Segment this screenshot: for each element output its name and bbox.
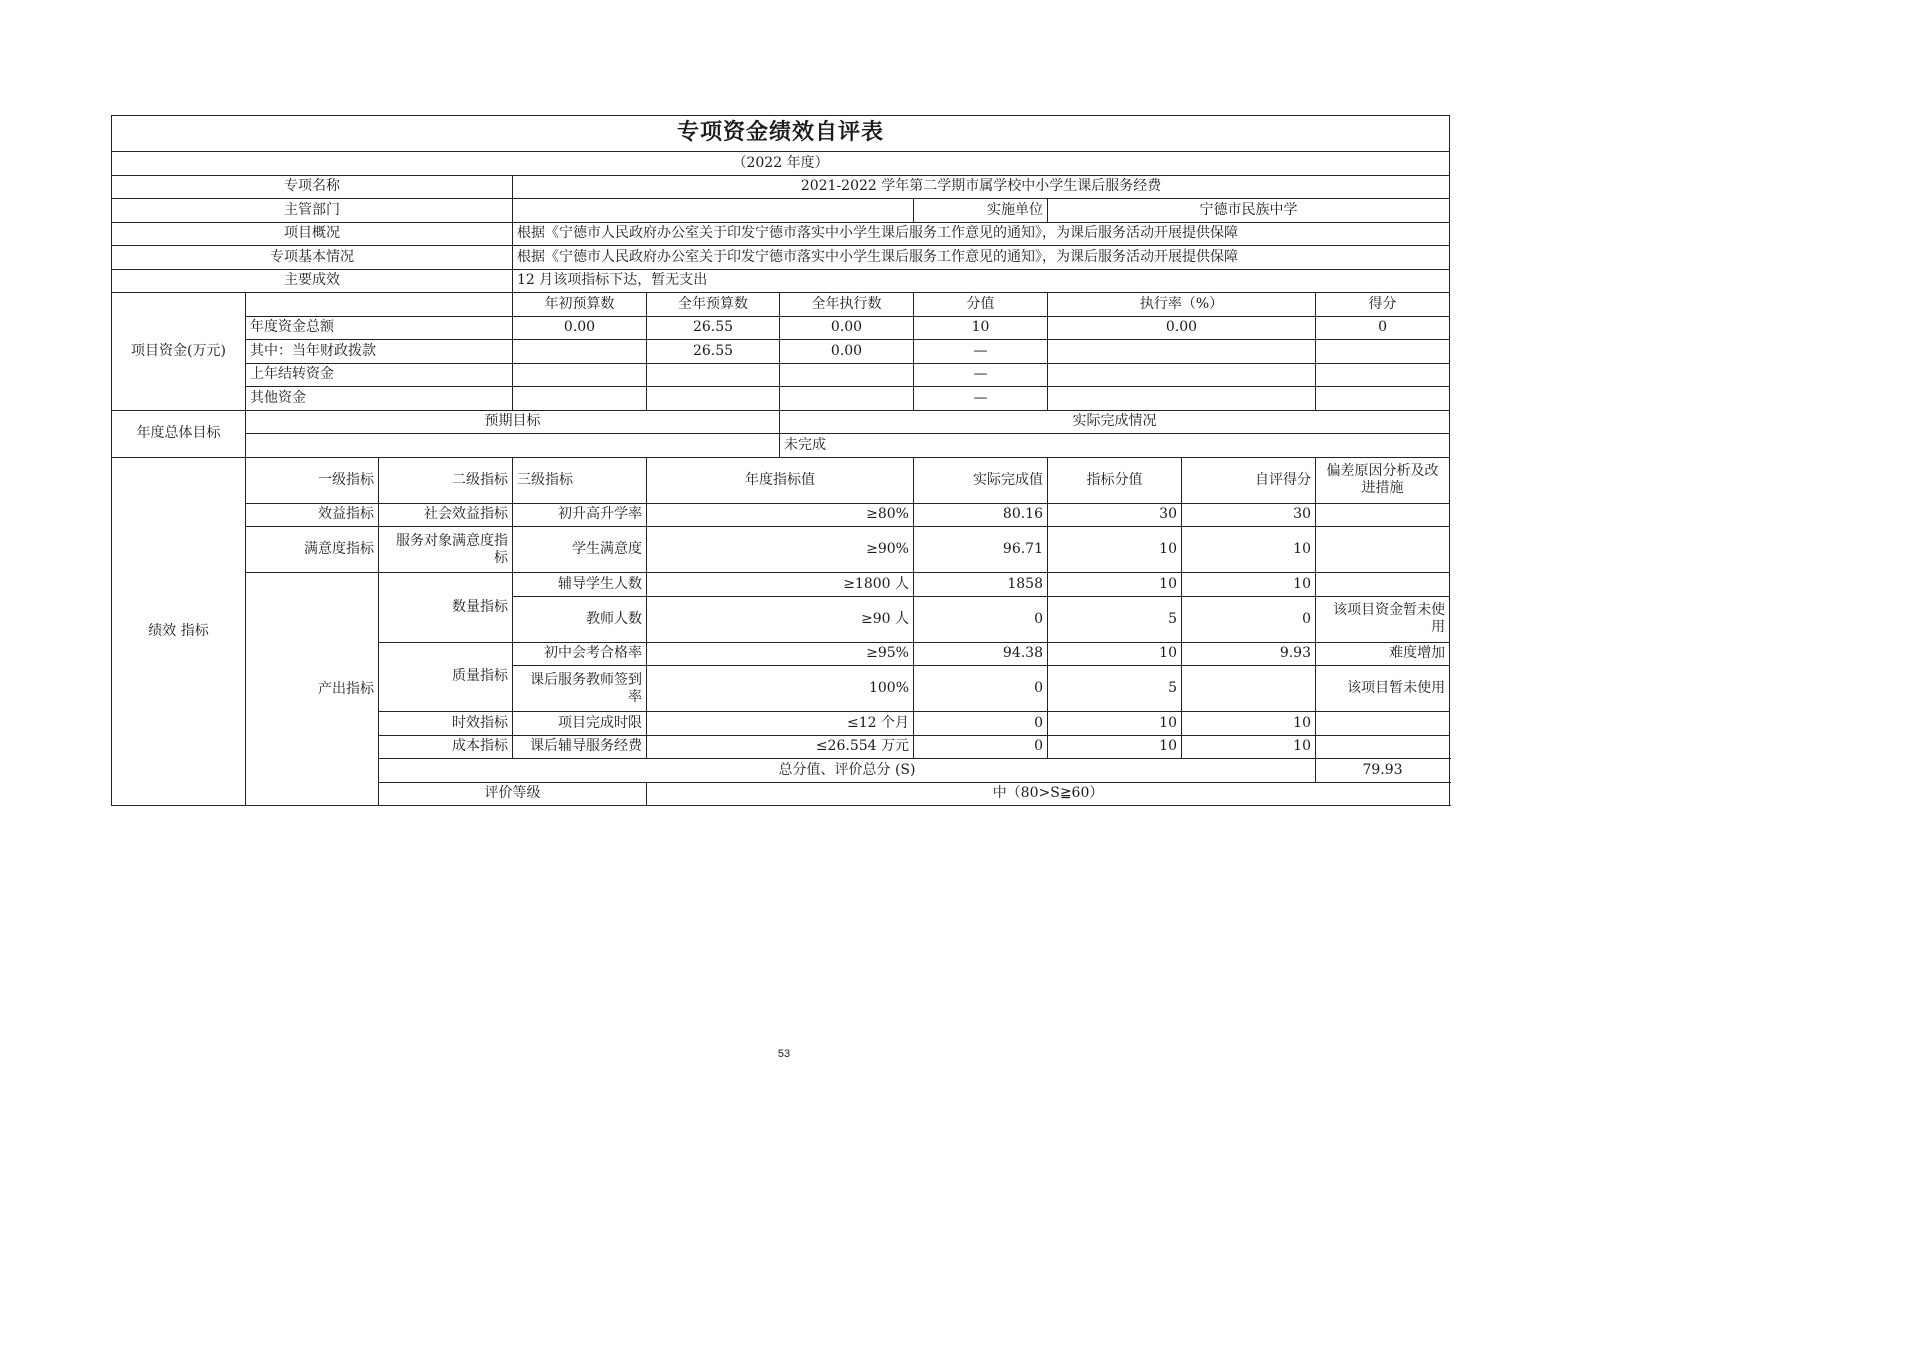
expected-goal-value [246, 434, 780, 458]
funds-header: 全年执行数 [780, 293, 914, 317]
perf-actual: 80.16 [914, 503, 1048, 527]
perf-l3: 辅导学生人数 [513, 573, 647, 597]
page-number: 53 [777, 1048, 791, 1060]
perf-l3: 学生满意度 [513, 527, 647, 573]
funds-header-blank [246, 293, 513, 317]
perf-l3: 课后服务教师签到率 [513, 666, 647, 712]
perf-score: 10 [1048, 642, 1182, 666]
perf-target: ≥90 人 [647, 596, 914, 642]
perf-target: ≤12 个月 [647, 712, 914, 736]
perf-target: ≥80% [647, 503, 914, 527]
funds-cell: 0 [1316, 316, 1450, 340]
funds-cell [1316, 340, 1450, 364]
perf-header: 年度指标值 [647, 457, 914, 503]
overview-value: 根据《宁德市人民政府办公室关于印发宁德市落实中小学生课后服务工作意见的通知》，为课后服务活动开展提供保障 [513, 222, 1450, 246]
project-name-value: 2021-2022 学年第二学期市属学校中小学生课后服务经费 [513, 175, 1450, 199]
implementing-unit-value: 宁德市民族中学 [1048, 199, 1450, 223]
perf-self-score: 10 [1182, 527, 1316, 573]
funds-cell [647, 363, 780, 387]
perf-header: 二级指标 [379, 457, 513, 503]
funds-cell [647, 387, 780, 411]
perf-header: 实际完成值 [914, 457, 1048, 503]
perf-header: 一级指标 [246, 457, 379, 503]
perf-reason [1316, 573, 1450, 597]
basic-info-label: 专项基本情况 [112, 246, 513, 270]
funds-cell [780, 387, 914, 411]
perf-score: 10 [1048, 527, 1182, 573]
funds-header: 得分 [1316, 293, 1450, 317]
perf-l1-output: 产出指标 [246, 573, 379, 806]
funds-cell: 10 [914, 316, 1048, 340]
funds-cell: 26.55 [647, 316, 780, 340]
total-score-label: 总分值、评价总分 (S) [379, 759, 1316, 783]
perf-actual: 0 [914, 735, 1048, 759]
perf-reason [1316, 527, 1450, 573]
perf-reason: 该项目资金暂未使用 [1316, 596, 1450, 642]
perf-self-score: 10 [1182, 573, 1316, 597]
perf-reason [1316, 503, 1450, 527]
perf-header: 三级指标 [513, 457, 647, 503]
funds-section-label: 项目资金(万元) [112, 293, 246, 411]
funds-cell [1048, 340, 1316, 364]
funds-header: 分值 [914, 293, 1048, 317]
perf-l2-cost: 成本指标 [379, 735, 513, 759]
perf-header: 指标分值 [1048, 457, 1182, 503]
funds-row-label: 年度资金总额 [246, 316, 513, 340]
perf-l3: 课后辅导服务经费 [513, 735, 647, 759]
funds-row-label: 其他资金 [246, 387, 513, 411]
funds-cell [513, 387, 647, 411]
annual-goal-label: 年度总体目标 [112, 410, 246, 457]
funds-cell: 0.00 [780, 316, 914, 340]
actual-completion-value: 未完成 [780, 434, 1450, 458]
perf-score: 5 [1048, 596, 1182, 642]
title-text: 专项资金绩效自评表 [677, 119, 885, 145]
perf-score: 10 [1048, 735, 1182, 759]
main-results-label: 主要成效 [112, 269, 513, 293]
perf-actual: 0 [914, 712, 1048, 736]
perf-reason: 难度增加 [1316, 642, 1450, 666]
perf-reason [1316, 712, 1450, 736]
basic-info-value: 根据《宁德市人民政府办公室关于印发宁德市落实中小学生课后服务工作意见的通知》，为课后服务活动开展提供保障 [513, 246, 1450, 270]
funds-cell [780, 363, 914, 387]
actual-completion-header: 实际完成情况 [780, 410, 1450, 434]
perf-header: 偏差原因分析及改进措施 [1316, 457, 1450, 503]
perf-self-score [1182, 666, 1316, 712]
perf-target: ≥95% [647, 642, 914, 666]
total-score-value: 79.93 [1316, 759, 1450, 783]
perf-l2-timeliness: 时效指标 [379, 712, 513, 736]
funds-cell: — [914, 340, 1048, 364]
perf-l2-quality: 质量指标 [379, 642, 513, 712]
funds-cell: 0.00 [780, 340, 914, 364]
perf-l1-satisfaction: 满意度指标 [246, 527, 379, 573]
funds-cell [513, 340, 647, 364]
perf-l1-benefit: 效益指标 [246, 503, 379, 527]
year-label: （2022 年度） [112, 152, 1450, 176]
perf-actual: 94.38 [914, 642, 1048, 666]
implementing-unit-label: 实施单位 [914, 199, 1048, 223]
performance-section-label: 绩效 指标 [112, 457, 246, 806]
funds-cell: 26.55 [647, 340, 780, 364]
expected-goal-header: 预期目标 [246, 410, 780, 434]
perf-self-score: 10 [1182, 735, 1316, 759]
funds-cell: 0.00 [1048, 316, 1316, 340]
perf-score: 5 [1048, 666, 1182, 712]
perf-l3: 初中会考合格率 [513, 642, 647, 666]
perf-score: 30 [1048, 503, 1182, 527]
funds-cell [513, 363, 647, 387]
perf-score: 10 [1048, 573, 1182, 597]
project-name-label: 专项名称 [112, 175, 513, 199]
funds-cell [1048, 363, 1316, 387]
perf-reason: 该项目暂未使用 [1316, 666, 1450, 712]
perf-target: ≥90% [647, 527, 914, 573]
perf-actual: 0 [914, 666, 1048, 712]
funds-header: 执行率（%） [1048, 293, 1316, 317]
perf-l2: 服务对象满意度指标 [379, 527, 513, 573]
department-value [513, 199, 914, 223]
perf-target: 100% [647, 666, 914, 712]
funds-cell: 0.00 [513, 316, 647, 340]
main-results-value: 12 月该项指标下达，暂无支出 [513, 269, 1450, 293]
perf-self-score: 30 [1182, 503, 1316, 527]
perf-actual: 0 [914, 596, 1048, 642]
funds-cell [1316, 387, 1450, 411]
funds-header: 年初预算数 [513, 293, 647, 317]
table-title [112, 116, 1450, 152]
funds-cell: — [914, 363, 1048, 387]
performance-evaluation-table [111, 115, 1450, 806]
department-label: 主管部门 [112, 199, 513, 223]
perf-actual: 1858 [914, 573, 1048, 597]
grade-value: 中（80>S≧60） [647, 782, 1450, 806]
funds-cell [1048, 387, 1316, 411]
funds-cell [1316, 363, 1450, 387]
funds-row-label: 其中：当年财政拨款 [246, 340, 513, 364]
perf-actual: 96.71 [914, 527, 1048, 573]
perf-score: 10 [1048, 712, 1182, 736]
perf-self-score: 0 [1182, 596, 1316, 642]
perf-self-score: 9.93 [1182, 642, 1316, 666]
perf-l3: 初升高升学率 [513, 503, 647, 527]
funds-row-label: 上年结转资金 [246, 363, 513, 387]
funds-header: 全年预算数 [647, 293, 780, 317]
funds-cell: — [914, 387, 1048, 411]
perf-l3: 项目完成时限 [513, 712, 647, 736]
perf-target: ≥1800 人 [647, 573, 914, 597]
overview-label: 项目概况 [112, 222, 513, 246]
grade-label: 评价等级 [379, 782, 647, 806]
perf-l3: 教师人数 [513, 596, 647, 642]
perf-target: ≤26.554 万元 [647, 735, 914, 759]
perf-l2: 社会效益指标 [379, 503, 513, 527]
perf-reason [1316, 735, 1450, 759]
perf-self-score: 10 [1182, 712, 1316, 736]
perf-l2-quantity: 数量指标 [379, 573, 513, 643]
perf-header: 自评得分 [1182, 457, 1316, 503]
